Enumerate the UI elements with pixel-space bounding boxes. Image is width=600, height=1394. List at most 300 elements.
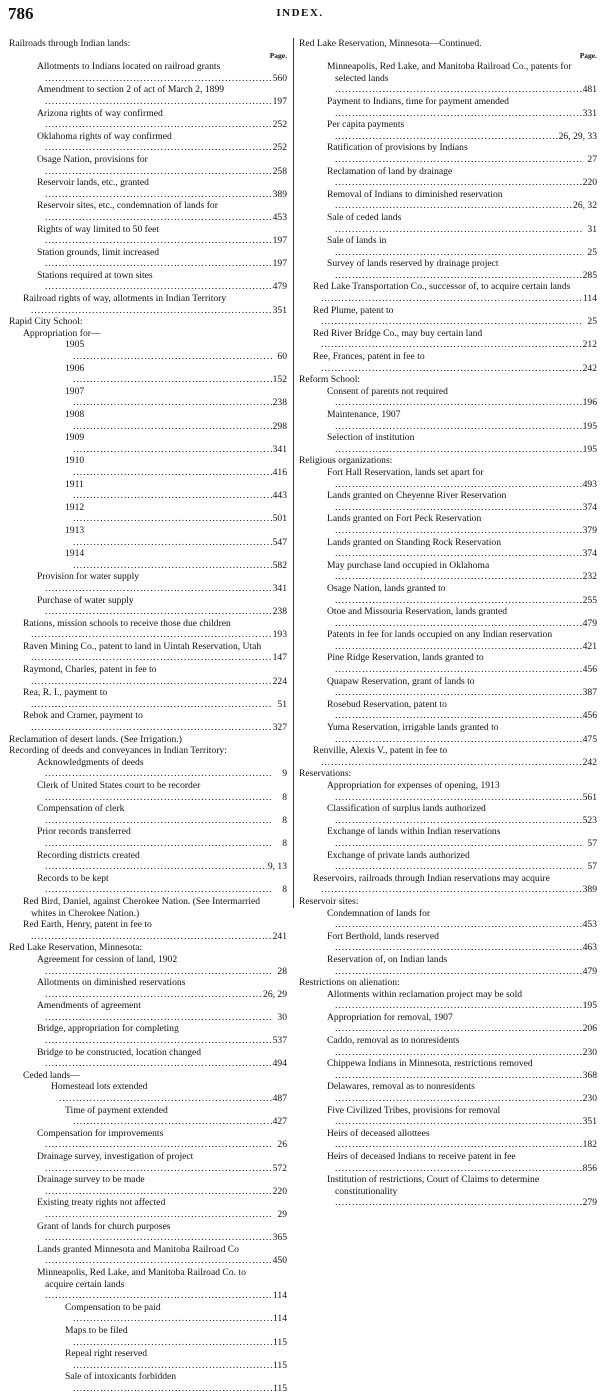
index-entry xyxy=(9,1267,287,1302)
index-entry-page: 365 xyxy=(272,1232,287,1244)
index-entry-text: Reservoir sites: xyxy=(299,895,359,907)
index-entry-page: 195 xyxy=(582,1000,597,1012)
index-entry-page: 487 xyxy=(272,1093,287,1105)
index-entry-text: 1906 ..... xyxy=(51,363,272,386)
index-entry-page: 206 xyxy=(582,1023,597,1035)
index-entry-page: 57 xyxy=(587,837,597,849)
index-entry xyxy=(9,1302,287,1325)
index-entry xyxy=(299,281,597,304)
index-entry-text: Lands granted on Standing Rock Reservation ..... xyxy=(313,537,582,560)
index-entry xyxy=(9,1128,287,1151)
index-entry xyxy=(299,537,597,560)
index-entry-page: 29 xyxy=(277,1208,287,1220)
index-entry-page: 456 xyxy=(582,664,597,676)
index-entry-text: Agreement for cession of land, 1902 ..... xyxy=(23,954,272,977)
index-entry xyxy=(299,467,597,490)
index-entry xyxy=(9,1197,287,1220)
index-entry-page: 453 xyxy=(272,211,287,223)
index-entry-page: 147 xyxy=(272,652,287,664)
index-entry-text: Reservation of, on Indian lands ..... xyxy=(313,954,582,977)
index-entry xyxy=(9,826,287,849)
index-entry-text: Red Earth, Henry, patent in fee to ..... xyxy=(9,919,272,942)
index-entry-text: Institution of restrictions, Court of Claims to determine constitutionality ..... xyxy=(313,1174,582,1209)
index-entry xyxy=(9,1174,287,1197)
index-entry xyxy=(9,803,287,826)
index-entry xyxy=(299,1058,597,1081)
index-column-left xyxy=(9,38,287,1394)
index-entry-page: 427 xyxy=(272,1116,287,1128)
index-entry xyxy=(9,595,287,618)
index-entry-page: 26, 32 xyxy=(573,200,597,212)
index-entry xyxy=(299,119,597,142)
index-entry xyxy=(299,142,597,165)
index-entry xyxy=(9,548,287,571)
index-entry-page: 560 xyxy=(272,72,287,84)
index-entry xyxy=(299,908,597,931)
index-entry xyxy=(299,328,597,351)
index-entry-page: 197 xyxy=(272,235,287,247)
index-entry-text: Sale of ceded lands ..... xyxy=(313,212,582,235)
index-entry-text: Rapid City School: xyxy=(9,316,83,328)
index-entry-text: Rights of way limited to 50 feet ..... xyxy=(23,224,272,247)
index-entry-text: Fort Hall Reservation, lands set apart for ..... xyxy=(313,467,582,490)
index-entry xyxy=(9,270,287,293)
index-entry-text: Maps to be filed ..... xyxy=(51,1325,272,1348)
index-entry-text: Red River Bridge Co., may buy certain land ..... xyxy=(299,328,582,351)
index-entry xyxy=(9,247,287,270)
index-entry-text: Rebok and Cramer, payment to ..... xyxy=(9,710,272,733)
index-entry-text: Ratification of provisions by Indians ..... xyxy=(313,142,582,165)
index-entry xyxy=(9,1151,287,1174)
index-entry xyxy=(299,235,597,258)
index-entry xyxy=(299,305,597,328)
index-entry xyxy=(9,224,287,247)
index-entry xyxy=(9,1023,287,1046)
index-entry-text: 1908 ..... xyxy=(51,409,272,432)
index-entry xyxy=(299,351,597,374)
index-entry-page: 561 xyxy=(582,791,597,803)
index-entry-text: Osage Nation, provisions for ..... xyxy=(23,154,272,177)
index-entry xyxy=(9,1081,287,1104)
index-entry-text: Allotments within reclamation project may be sold ..... xyxy=(313,989,582,1012)
index-entry-text: Bridge to be constructed, location changed ..... xyxy=(23,1047,272,1070)
index-entry-page: 238 xyxy=(272,397,287,409)
index-entry xyxy=(9,977,287,1000)
index-entry xyxy=(299,1105,597,1128)
index-entry xyxy=(299,803,597,826)
index-entry-page: 115 xyxy=(272,1336,287,1348)
index-entry-text: Drainage survey, investigation of project ..... xyxy=(23,1151,272,1174)
index-entry-text: Grant of lands for church purposes ..... xyxy=(23,1221,272,1244)
index-entry-page: 494 xyxy=(272,1058,287,1070)
index-entry-page: 31 xyxy=(587,223,597,235)
index-entry-page: 258 xyxy=(272,165,287,177)
index-entry-text: Condemnation of lands for ..... xyxy=(313,908,582,931)
index-entry xyxy=(9,618,287,641)
index-entry xyxy=(299,212,597,235)
index-entry-page: 479 xyxy=(272,281,287,293)
index-entry xyxy=(9,200,287,223)
index-entry-text: Heirs of deceased allottees ..... xyxy=(313,1128,582,1151)
index-entry xyxy=(299,96,597,119)
index-entry-text: Appropriation for removal, 1907 ..... xyxy=(313,1012,582,1035)
index-entry-page: 182 xyxy=(582,1139,597,1151)
index-entry-text: 1910 ..... xyxy=(51,455,272,478)
index-entry-page: 341 xyxy=(272,582,287,594)
index-entry-page: 331 xyxy=(582,107,597,119)
index-entry xyxy=(299,583,597,606)
index-entry xyxy=(299,977,597,989)
index-entry xyxy=(9,1221,287,1244)
index-entry-text: Homestead lots extended ..... xyxy=(37,1081,272,1104)
index-entry xyxy=(299,1012,597,1035)
index-entry xyxy=(299,432,597,455)
index-entry-text: Ree, Frances, patent in fee to ..... xyxy=(299,351,582,374)
index-entry-page: 481 xyxy=(582,84,597,96)
index-entry-text: Caddo, removal as to nonresidents ..... xyxy=(313,1035,582,1058)
index-entry xyxy=(299,826,597,849)
index-entry-page: 582 xyxy=(272,559,287,571)
index-entry xyxy=(299,374,597,386)
index-entry-text: Reservations: xyxy=(299,768,352,780)
index-entry-page: 255 xyxy=(582,594,597,606)
index-entry-text: Railroads through Indian lands: xyxy=(9,38,131,49)
index-entry-page: 298 xyxy=(272,420,287,432)
index-entry-page: 341 xyxy=(272,443,287,455)
index-entry-page: 114 xyxy=(272,1313,287,1325)
index-entry xyxy=(9,61,287,84)
index-entry-text: Red Lake Reservation, Minnesota—Continued. xyxy=(299,38,482,49)
index-entry-page: 195 xyxy=(582,443,597,455)
index-entry-text: Minneapolis, Red Lake, and Manitoba Railroad Co. to acquire certain lands ..... xyxy=(23,1267,272,1302)
index-entry xyxy=(9,328,287,340)
index-entry-page: 421 xyxy=(582,640,597,652)
index-entry-page: 856 xyxy=(582,1162,597,1174)
index-entry-page: 450 xyxy=(272,1255,287,1267)
index-entry-page: 8 xyxy=(282,837,287,849)
index-entry-text: Patents in fee for lands occupied on any Indian reservation ..... xyxy=(313,629,582,652)
index-entry-text: Removal of Indians to diminished reservation ..... xyxy=(313,189,572,212)
index-entry xyxy=(299,1128,597,1151)
index-entry-text: Red Lake Transportation Co., successor of, to acquire certain lands ..... xyxy=(299,281,582,304)
index-entry xyxy=(9,1325,287,1348)
index-entry-page: 212 xyxy=(582,339,597,351)
index-entry xyxy=(299,258,597,281)
index-entry-text: Oklahoma rights of way confirmed ..... xyxy=(23,131,272,154)
index-entry-text: Allotments on diminished reservations ..... xyxy=(23,977,262,1000)
index-entry-text: Lands granted Minnesota and Manitoba Railroad Co ..... xyxy=(23,1244,272,1267)
index-entry-text: Arizona rights of way confirmed ..... xyxy=(23,108,272,131)
index-entry-page: 115 xyxy=(272,1359,287,1371)
index-entry-text: 1911 ..... xyxy=(51,479,272,502)
index-entry-text: Compensation for improvements ..... xyxy=(23,1128,272,1151)
index-entry-text: Sale of intoxicants forbidden ..... xyxy=(51,1371,272,1394)
index-entry-text: Allotments to Indians located on railroad grants ..... xyxy=(23,61,272,84)
index-entry-page: 374 xyxy=(582,548,597,560)
index-entry-text: May purchase land occupied in Oklahoma ..... xyxy=(313,560,582,583)
index-entry-page: 351 xyxy=(272,304,287,316)
index-entry xyxy=(9,1348,287,1371)
index-entry-text: Railroad rights of way, allotments in Indian Territory ..... xyxy=(9,293,272,316)
index-entry xyxy=(9,409,287,432)
index-entry-text: Delawares, removal as to nonresidents ..... xyxy=(313,1081,582,1104)
index-entry xyxy=(9,850,287,873)
index-entry-text: Payment to Indians, time for payment amended ..... xyxy=(313,96,582,119)
index-entry xyxy=(9,339,287,362)
index-entry xyxy=(9,710,287,733)
index-entry-page: 416 xyxy=(272,466,287,478)
index-entry-page: 230 xyxy=(582,1046,597,1058)
index-entry-text: Five Civilized Tribes, provisions for removal ..... xyxy=(313,1105,582,1128)
index-entry-page: 26 xyxy=(277,1139,287,1151)
index-entry-text: Ceded lands— xyxy=(23,1069,80,1081)
index-entry-text: Chippewa Indians in Minnesota, restrictions removed ..... xyxy=(313,1058,582,1081)
index-entry xyxy=(9,780,287,803)
index-entry-text: Raymond, Charles, patent in fee to ..... xyxy=(9,664,272,687)
index-entry-page: 453 xyxy=(582,919,597,931)
index-entry xyxy=(299,606,597,629)
index-entry-text: Compensation to be paid ..... xyxy=(51,1302,272,1325)
index-entry-page: 8 xyxy=(282,791,287,803)
index-entry-page: 8 xyxy=(282,814,287,826)
index-entry-page: 389 xyxy=(272,188,287,200)
index-entry-page: 547 xyxy=(272,536,287,548)
index-entry xyxy=(9,363,287,386)
index-entry xyxy=(9,108,287,131)
index-entry-text: Acknowledgments of deeds ..... xyxy=(23,757,272,780)
index-entry-text: Station grounds, limit increased ..... xyxy=(23,247,272,270)
index-entry xyxy=(299,676,597,699)
index-entry-page: 374 xyxy=(582,501,597,513)
index-entry xyxy=(9,664,287,687)
index-entry xyxy=(9,919,287,942)
index-entry-text: Restrictions on alienation: xyxy=(299,977,400,989)
index-entry-page: 443 xyxy=(272,490,287,502)
index-entry xyxy=(9,293,287,316)
index-entry xyxy=(9,687,287,710)
index-entry-text: Reclamation of land by drainage ..... xyxy=(313,166,582,189)
index-entry-text: Heirs of deceased Indians to receive patent in fee ..... xyxy=(313,1151,582,1174)
index-entry xyxy=(299,560,597,583)
index-entry-text: Reform School: xyxy=(299,374,361,386)
index-entry xyxy=(299,745,597,768)
index-entry-page: 27 xyxy=(587,153,597,165)
index-entry-page: 242 xyxy=(582,756,597,768)
index-entry xyxy=(9,942,287,954)
index-entry-page: 537 xyxy=(272,1035,287,1047)
index-entry-text: Renville, Alexis V., patent in fee to ..... xyxy=(299,745,582,768)
index-entry xyxy=(9,1371,287,1394)
index-entry xyxy=(9,432,287,455)
index-entry-text: Recording districts created ..... xyxy=(23,850,267,873)
index-entry-page: 115 xyxy=(272,1382,287,1394)
index-entry-text: Amendment to section 2 of act of March 2, 1899 ..... xyxy=(23,84,272,107)
index-entry-text: Lands granted on Fort Peck Reservation ..... xyxy=(313,513,582,536)
index-entry-text: Compensation of clerk ..... xyxy=(23,803,272,826)
index-entry xyxy=(9,316,287,328)
index-entry xyxy=(299,699,597,722)
index-entry-text: Lands granted on Cheyenne River Reservation ..... xyxy=(313,490,582,513)
index-entry-text: Sale of lands in ..... xyxy=(313,235,582,258)
index-entry-page: 456 xyxy=(582,710,597,722)
index-entry xyxy=(299,455,597,467)
index-entry-page: 51 xyxy=(277,698,287,710)
index-entry xyxy=(9,502,287,525)
index-entry xyxy=(9,1105,287,1128)
index-entry-text: Reservoir lands, etc., granted ..... xyxy=(23,177,272,200)
index-entry xyxy=(299,629,597,652)
index-entry-page: 379 xyxy=(582,524,597,536)
index-entry-page: 368 xyxy=(582,1069,597,1081)
index-entry-text: Pine Ridge Reservation, lands granted to ..... xyxy=(313,652,582,675)
index-entry xyxy=(299,1035,597,1058)
index-entry xyxy=(299,1174,597,1209)
index-entry-text: 1912 ..... xyxy=(51,502,272,525)
index-entry-page: 224 xyxy=(272,675,287,687)
index-entry-text: 1905 ..... xyxy=(51,339,272,362)
index-entry xyxy=(299,896,597,908)
index-entry-text: Provision for water supply ..... xyxy=(23,571,272,594)
index-entry-page: 523 xyxy=(582,814,597,826)
index-entry xyxy=(299,652,597,675)
index-entry-text: Exchange of private lands authorized ..... xyxy=(313,850,582,873)
index-entry-text: Purchase of water supply ..... xyxy=(23,595,272,618)
index-entry-text: Red Plume, patent to ..... xyxy=(299,305,582,328)
index-entry xyxy=(9,525,287,548)
index-entry-text: 1913 ..... xyxy=(51,525,272,548)
index-entry xyxy=(9,954,287,977)
index-entry-text: Raven Mining Co., patent to land in Uintah Reservation, Utah ..... xyxy=(9,641,272,664)
index-entry-text: Consent of parents not required ..... xyxy=(313,386,582,409)
index-entry-page: 197 xyxy=(272,95,287,107)
index-entry xyxy=(9,745,287,757)
index-entry-text: Reclamation of desert lands. (See Irrigation.) xyxy=(9,733,182,745)
index-entry-text: Maintenance, 1907 ..... xyxy=(313,409,582,432)
index-entry-page: 9 xyxy=(282,768,287,780)
index-entry-page: 193 xyxy=(272,629,287,641)
index-entry-text: Amendments of agreement ..... xyxy=(23,1000,272,1023)
index-entry-page: 26, 29, 33 xyxy=(558,130,597,142)
index-entry-page: 9, 13 xyxy=(267,861,287,873)
index-entry-text: Prior records transferred ..... xyxy=(23,826,272,849)
index-entry-text: Osage Nation, lands granted to ..... xyxy=(313,583,582,606)
index-entry-text: Quapaw Reservation, grant of lands to ..... xyxy=(313,676,582,699)
index-entry-page: 327 xyxy=(272,722,287,734)
index-entry xyxy=(9,757,287,780)
index-entry xyxy=(299,989,597,1012)
index-entry-page: 28 xyxy=(277,965,287,977)
index-entry-text: Survey of lands reserved by drainage project ..... xyxy=(313,258,582,281)
index-entry-text: Rations, mission schools to receive those due children ..... xyxy=(9,618,272,641)
index-entry-text: Clerk of United States court to be recorder ..... xyxy=(23,780,272,803)
index-entry xyxy=(299,722,597,745)
index-entry-text: Stations required at town sites ..... xyxy=(23,270,272,293)
page-header xyxy=(6,4,594,26)
index-entry xyxy=(299,780,597,803)
index-entry xyxy=(9,131,287,154)
index-entry-page: 252 xyxy=(272,142,287,154)
index-entry-page: 501 xyxy=(272,513,287,525)
index-entry xyxy=(9,84,287,107)
index-entry-text: Bridge, appropriation for completing ..... xyxy=(23,1023,272,1046)
index-entry-text: Rea, R. I., payment to ..... xyxy=(9,687,272,710)
index-entry-text: 1914 ..... xyxy=(51,548,272,571)
index-entry xyxy=(9,571,287,594)
index-entry xyxy=(299,931,597,954)
index-entry xyxy=(299,61,597,96)
index-entry xyxy=(299,1151,597,1174)
index-entry-text: Per capita payments ..... xyxy=(313,119,558,142)
index-entry xyxy=(9,455,287,478)
index-entry xyxy=(299,409,597,432)
index-entry xyxy=(9,896,287,919)
index-entry-page: 572 xyxy=(272,1162,287,1174)
index-entry-page: 475 xyxy=(582,733,597,745)
index-entry-page: 197 xyxy=(272,258,287,270)
page-number: 786 xyxy=(8,4,34,23)
index-entry xyxy=(9,386,287,409)
index-entry-page: 241 xyxy=(272,930,287,942)
index-entry-page: 114 xyxy=(272,1290,287,1302)
index-entry-text: Time of payment extended ..... xyxy=(51,1105,272,1128)
index-entry-text: Drainage survey to be made ..... xyxy=(23,1174,272,1197)
index-entry-page: 242 xyxy=(582,362,597,374)
index-entry-page: 195 xyxy=(582,420,597,432)
index-entry-page: 30 xyxy=(277,1011,287,1023)
index-entry-page: 114 xyxy=(582,293,597,305)
index-entry xyxy=(299,189,597,212)
page-column-heading: Page. xyxy=(269,50,287,60)
index-entry-text: Rosebud Reservation, patent to ..... xyxy=(313,699,582,722)
index-entry xyxy=(299,166,597,189)
index-entry xyxy=(299,873,597,896)
index-entry xyxy=(9,154,287,177)
index-entry-page: 232 xyxy=(582,571,597,583)
index-entry-page: 60 xyxy=(277,351,287,363)
index-column-right xyxy=(299,38,597,1209)
index-entry-text: 1909 ..... xyxy=(51,432,272,455)
index-entry xyxy=(299,850,597,873)
index-entry xyxy=(299,1081,597,1104)
index-entry xyxy=(9,479,287,502)
index-entry xyxy=(299,386,597,409)
index-entry-page: 25 xyxy=(587,316,597,328)
index-entry xyxy=(299,38,597,50)
index-entry-page: 351 xyxy=(582,1116,597,1128)
index-entry-page: 57 xyxy=(587,861,597,873)
index-entry xyxy=(9,177,287,200)
index-entry-page: 389 xyxy=(582,884,597,896)
index-entry xyxy=(299,490,597,513)
index-entry-text: Appropriation for— xyxy=(23,327,101,339)
index-entry-text: Exchange of lands within Indian reservations ..... xyxy=(313,826,582,849)
index-entry-page: 279 xyxy=(582,1197,597,1209)
index-entry-text: Yuma Reservation, irrigable lands granted to ..... xyxy=(313,722,582,745)
index-entry xyxy=(9,1244,287,1267)
index-entry-text: 1907 ..... xyxy=(51,386,272,409)
index-entry-text: Fort Berthold, lands reserved ..... xyxy=(313,931,582,954)
index-entry-text: Existing treaty rights not affected ..... xyxy=(23,1197,272,1220)
index-entry xyxy=(9,38,287,50)
index-entry-page: 25 xyxy=(587,246,597,258)
index-entry xyxy=(9,1000,287,1023)
page-column-heading: Page. xyxy=(579,50,597,60)
index-entry xyxy=(9,1047,287,1070)
page-title: INDEX. xyxy=(276,7,324,19)
index-entry-text: Classification of surplus lands authorized ..... xyxy=(313,803,582,826)
index-entry-page: 152 xyxy=(272,374,287,386)
index-entry-page: 196 xyxy=(582,397,597,409)
